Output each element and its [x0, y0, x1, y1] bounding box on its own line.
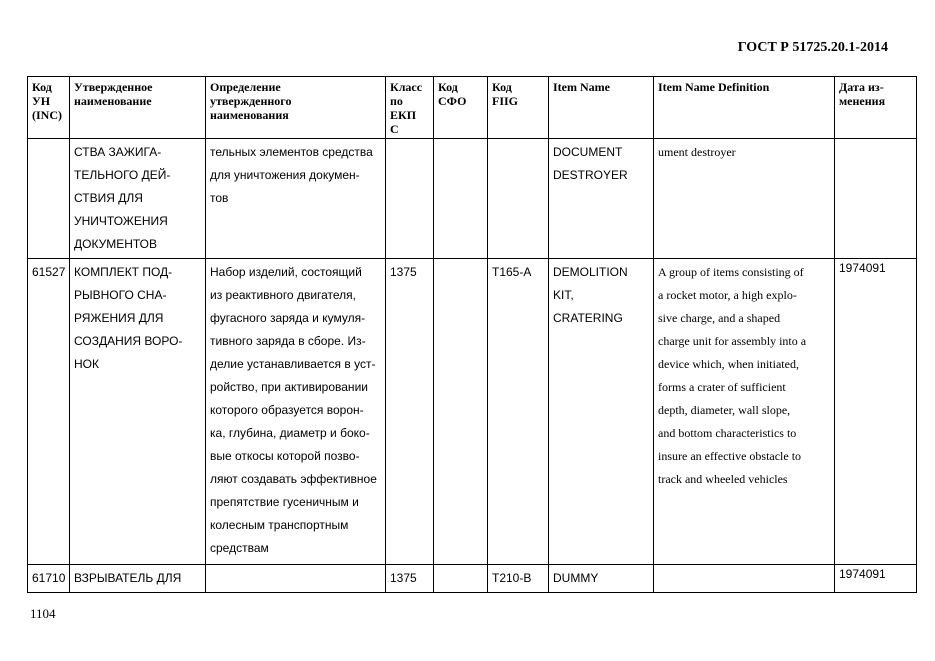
table-header-row — [28, 77, 917, 139]
column-header — [835, 77, 917, 139]
approved-name-cell-line: ДОКУМЕНТОВ — [74, 237, 158, 251]
item-name-cell-line: KIT, — [553, 288, 574, 302]
item-definition-cell-line: charge unit for assembly into a — [658, 334, 807, 348]
column-header — [70, 77, 206, 139]
item-name-cell-line: DUMMY — [553, 571, 599, 585]
approved-name-cell-line: СТВА ЗАЖИГА- — [74, 145, 162, 159]
column-header — [654, 77, 835, 139]
column-header — [206, 77, 386, 139]
column-header-line: Код — [492, 80, 512, 94]
definition-cell-line: которого образуется ворон- — [210, 403, 364, 417]
date-cell-value: 1974091 — [839, 261, 886, 275]
sfo-cell — [434, 259, 488, 565]
item-name-cell — [549, 259, 654, 565]
column-header — [386, 77, 434, 139]
class-cell-value: 1375 — [390, 571, 417, 585]
column-header — [434, 77, 488, 139]
definition-cell-line: для уничтожения докумен- — [210, 168, 360, 182]
definition-cell-line: колесным транспортным — [210, 518, 349, 532]
item-name-cell-line: DOCUMENT — [553, 145, 623, 159]
sfo-cell — [434, 139, 488, 259]
column-header-line: наименование — [74, 94, 152, 108]
column-header-line: наименования — [210, 108, 289, 122]
definition-cell-line: из реактивного двигателя, — [210, 288, 357, 302]
item-definition-cell-line: device which, when initiated, — [658, 357, 799, 371]
approved-name-cell-line: СОЗДАНИЯ ВОРО- — [74, 334, 183, 348]
item-name-cell — [549, 139, 654, 259]
column-header-line: утвержденного — [210, 94, 292, 108]
column-header-line: Item Name — [553, 80, 610, 94]
column-header-line: Определение — [210, 80, 281, 94]
fiig-cell — [488, 259, 549, 565]
approved-name-cell-line: РЫВНОГО СНА- — [74, 288, 167, 302]
approved-name-cell — [70, 565, 206, 593]
table-row — [28, 259, 917, 565]
item-definition-cell-line: forms a crater of sufficient — [658, 380, 786, 394]
column-header-line: FIIG — [492, 94, 519, 108]
approved-name-cell — [70, 139, 206, 259]
item-definition-cell-line: insure an effective obstacle to — [658, 449, 802, 463]
column-header-line: С — [390, 122, 399, 136]
approved-name-cell-line: ТЕЛЬНОГО ДЕЙ- — [74, 168, 171, 182]
column-header-line: УН — [32, 94, 51, 108]
column-header-line: СФО — [438, 94, 467, 108]
item-definition-cell-line: sive charge, and a shaped — [658, 311, 781, 325]
approved-name-cell-line: КОМПЛЕКТ ПОД- — [74, 265, 173, 279]
column-header-line: Утвержденное — [74, 80, 153, 94]
item-name-cell — [549, 565, 654, 593]
inc-cell — [28, 139, 70, 259]
inc-cell-value: 61527 — [32, 265, 66, 279]
class-cell — [386, 139, 434, 259]
column-header-line: Item Name Definition — [658, 80, 770, 94]
definition-cell — [206, 139, 386, 259]
definition-cell-line: вые откосы которой позво- — [210, 449, 360, 463]
sfo-cell — [434, 565, 488, 593]
inc-cell — [28, 259, 70, 565]
fiig-cell-value: T165-A — [492, 265, 532, 279]
approved-name-cell-line: УНИЧТОЖЕНИЯ — [74, 214, 168, 228]
definition-cell — [206, 565, 386, 593]
item-definition-cell-line: a rocket motor, a high explo- — [658, 288, 797, 302]
document-code: ГОСТ Р 51725.20.1-2014 — [737, 40, 888, 55]
class-cell-value: 1375 — [390, 265, 417, 279]
item-definition-cell-line: ument destroyer — [658, 145, 736, 159]
definition-cell — [206, 259, 386, 565]
fiig-cell — [488, 139, 549, 259]
item-definition-cell-line: A group of items consisting of — [658, 265, 804, 279]
item-definition-cell — [654, 565, 835, 593]
column-header-line: ЕКП — [390, 108, 417, 122]
column-header-line: менения — [839, 94, 886, 108]
inc-cell-value: 61710 — [32, 571, 66, 585]
item-definition-cell-line: track and wheeled vehicles — [658, 472, 788, 486]
definition-cell-line: тов — [210, 191, 229, 205]
date-cell — [835, 259, 917, 565]
column-header-line: Код — [32, 80, 52, 94]
date-cell — [835, 139, 917, 259]
approved-name-cell-line: СТВИЯ ДЛЯ — [74, 191, 143, 205]
table-row — [28, 565, 917, 593]
item-definition-cell — [654, 139, 835, 259]
inc-cell — [28, 565, 70, 593]
approved-name-cell-line: ВЗРЫВАТЕЛЬ ДЛЯ — [74, 571, 182, 585]
registry-table — [27, 76, 917, 593]
class-cell — [386, 259, 434, 565]
definition-cell-line: тельных элементов средства — [210, 145, 373, 159]
column-header-line: Дата из- — [839, 80, 884, 94]
column-header-line: по — [390, 94, 403, 108]
definition-cell-line: ка, глубина, диаметр и боко- — [210, 426, 370, 440]
approved-name-cell — [70, 259, 206, 565]
definition-cell-line: средствам — [210, 541, 269, 555]
definition-cell-line: тивного заряда в сборе. Из- — [210, 334, 366, 348]
item-name-cell-line: DESTROYER — [553, 168, 628, 182]
column-header — [488, 77, 549, 139]
column-header-line: Класс — [390, 80, 423, 94]
column-header — [549, 77, 654, 139]
approved-name-cell-line: НОК — [74, 357, 99, 371]
date-cell-value: 1974091 — [839, 567, 886, 581]
approved-name-cell-line: РЯЖЕНИЯ ДЛЯ — [74, 311, 164, 325]
column-header — [28, 77, 70, 139]
column-header-line: (INC) — [32, 108, 62, 122]
item-definition-cell — [654, 259, 835, 565]
definition-cell-line: делие устанавливается в уст- — [210, 357, 376, 371]
table-row — [28, 139, 917, 259]
item-definition-cell-line: depth, diameter, wall slope, — [658, 403, 791, 417]
definition-cell-line: препятствие гусеничным и — [210, 495, 359, 509]
definition-cell-line: Набор изделий, состоящий — [210, 265, 362, 279]
definition-cell-line: ройство, при активировании — [210, 380, 368, 394]
definition-cell-line: фугасного заряда и кумуля- — [210, 311, 366, 325]
fiig-cell — [488, 565, 549, 593]
column-header-line: Код — [438, 80, 458, 94]
fiig-cell-value: T210-B — [492, 571, 532, 585]
item-name-cell-line: DEMOLITION — [553, 265, 628, 279]
definition-cell-line: ляют создавать эффективное — [210, 472, 377, 486]
item-name-cell-line: CRATERING — [553, 311, 623, 325]
page-number: 1104 — [30, 606, 56, 621]
class-cell — [386, 565, 434, 593]
date-cell — [835, 565, 917, 593]
item-definition-cell-line: and bottom characteristics to — [658, 426, 797, 440]
